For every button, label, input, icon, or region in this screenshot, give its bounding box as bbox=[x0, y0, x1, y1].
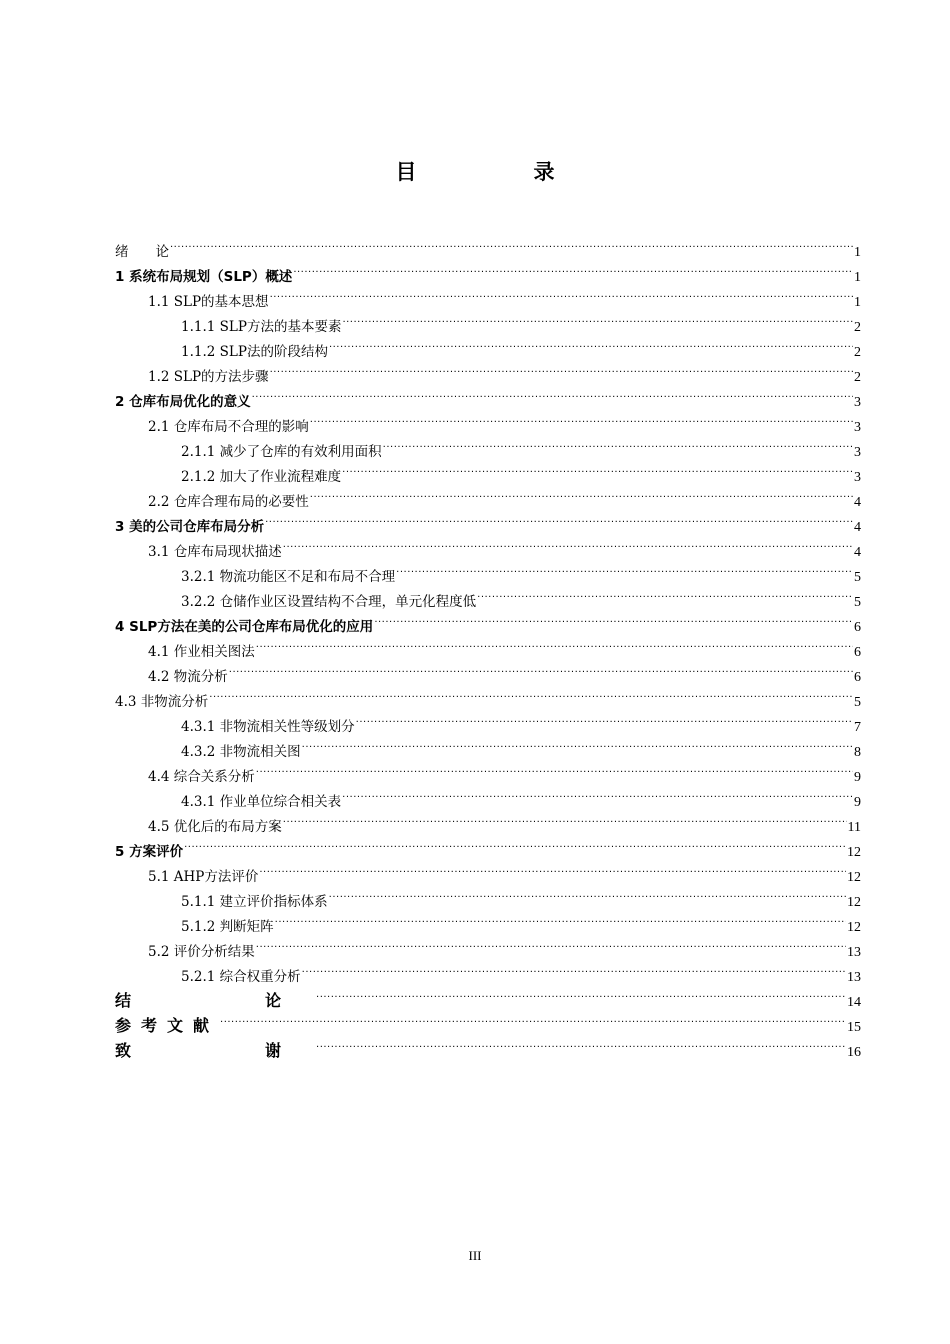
toc-entry[interactable] bbox=[115, 256, 861, 285]
toc-leader-dots bbox=[477, 581, 853, 606]
toc-entry-page: 4 bbox=[854, 545, 861, 560]
toc-leader-dots bbox=[170, 231, 853, 256]
toc-entry-label: 5.1.1 建立评价指标体系 bbox=[181, 894, 328, 910]
toc-entry-page: 8 bbox=[854, 745, 861, 760]
toc-entry[interactable] bbox=[115, 1006, 861, 1035]
toc-entry-label: 4.1 作业相关图法 bbox=[148, 644, 255, 660]
toc-entry-page: 12 bbox=[847, 870, 861, 885]
toc-entry-label: 1.1 SLP的基本思想 bbox=[148, 294, 269, 310]
toc-leader-dots bbox=[252, 381, 853, 406]
toc-entry-label: 5.1 AHP方法评价 bbox=[148, 869, 259, 885]
toc-entry-label: 5.2 评价分析结果 bbox=[148, 944, 255, 960]
toc-entry-page: 4 bbox=[854, 520, 861, 535]
toc-entry-page: 15 bbox=[847, 1020, 861, 1035]
toc-leader-dots bbox=[259, 856, 846, 881]
toc-entry-label: 1.1.2 SLP法的阶段结构 bbox=[181, 344, 328, 360]
toc-leader-dots bbox=[220, 1006, 846, 1031]
toc-entry-page: 1 bbox=[854, 295, 861, 310]
toc-entry[interactable] bbox=[115, 681, 861, 710]
toc-leader-dots bbox=[302, 731, 853, 756]
toc-leader-dots bbox=[265, 506, 853, 531]
toc-entry-page: 3 bbox=[854, 395, 861, 410]
toc-entry-label: 4.3.1 非物流相关性等级划分 bbox=[181, 719, 355, 735]
toc-entry-page: 6 bbox=[854, 620, 861, 635]
toc-entry-page: 3 bbox=[854, 445, 861, 460]
toc-entry-page: 11 bbox=[847, 820, 861, 835]
toc-entry[interactable] bbox=[115, 1031, 861, 1060]
toc-leader-dots bbox=[256, 631, 853, 656]
toc-leader-dots bbox=[302, 956, 846, 981]
toc-entry-page: 2 bbox=[854, 345, 861, 360]
toc-leader-dots bbox=[342, 781, 853, 806]
toc-entry-label: 5.1.2 判断矩阵 bbox=[181, 919, 274, 935]
toc-entry-label: 4.3 非物流分析 bbox=[115, 694, 209, 710]
toc-leader-dots bbox=[383, 431, 853, 456]
toc-leader-dots bbox=[283, 531, 853, 556]
toc-entry-page: 1 bbox=[854, 245, 861, 260]
toc-entry-label: 2.2 仓库合理布局的必要性 bbox=[148, 494, 309, 510]
toc-entry-label: 3.1 仓库布局现状描述 bbox=[148, 544, 282, 560]
toc-entry-page: 5 bbox=[854, 570, 861, 585]
toc-entry-label: 3 美的公司仓库布局分析 bbox=[115, 519, 265, 535]
toc-entry-page: 6 bbox=[854, 645, 861, 660]
toc-entry-page: 6 bbox=[854, 670, 861, 685]
toc-entry-page: 4 bbox=[854, 495, 861, 510]
toc-entry-page: 5 bbox=[854, 695, 861, 710]
table-of-contents bbox=[115, 231, 861, 1060]
page-title: 目 录 bbox=[395, 160, 603, 184]
toc-entry-page: 13 bbox=[847, 945, 861, 960]
toc-entry[interactable] bbox=[115, 706, 861, 735]
toc-entry-label: 结 论 bbox=[115, 991, 316, 1010]
toc-entry-label: 绪 论 bbox=[115, 244, 169, 260]
toc-entry-label: 5.2.1 综合权重分析 bbox=[181, 969, 301, 985]
toc-entry[interactable] bbox=[115, 856, 861, 885]
toc-entry-label: 4.2 物流分析 bbox=[148, 669, 228, 685]
toc-entry-label: 2 仓库布局优化的意义 bbox=[115, 394, 251, 410]
toc-entry-label: 2.1.2 加大了作业流程难度 bbox=[181, 469, 342, 485]
toc-leader-dots bbox=[316, 981, 846, 1006]
toc-entry-page: 12 bbox=[847, 920, 861, 935]
toc-entry-label: 致 谢 bbox=[115, 1041, 316, 1060]
toc-entry[interactable] bbox=[115, 231, 861, 260]
toc-leader-dots bbox=[310, 481, 853, 506]
toc-entry-label: 4.3.2 非物流相关图 bbox=[181, 744, 301, 760]
toc-entry-page: 12 bbox=[847, 845, 861, 860]
toc-entry-label: 4 SLP方法在美的公司仓库布局优化的应用 bbox=[115, 619, 374, 635]
page-number: III bbox=[468, 1248, 482, 1263]
toc-entry-label: 1.2 SLP的方法步骤 bbox=[148, 369, 269, 385]
toc-leader-dots bbox=[275, 906, 846, 931]
toc-leader-dots bbox=[270, 281, 853, 306]
toc-entry-page: 12 bbox=[847, 895, 861, 910]
toc-entry-page: 2 bbox=[854, 320, 861, 335]
toc-entry-label: 4.5 优化后的布局方案 bbox=[148, 819, 282, 835]
toc-entry-label: 2.1.1 减少了仓库的有效利用面积 bbox=[181, 444, 382, 460]
toc-leader-dots bbox=[256, 931, 846, 956]
toc-leader-dots bbox=[229, 656, 853, 681]
toc-leader-dots bbox=[342, 306, 853, 331]
toc-entry-page: 14 bbox=[847, 995, 861, 1010]
toc-entry-label: 参考文献 bbox=[115, 1016, 220, 1035]
toc-leader-dots bbox=[270, 356, 853, 381]
toc-leader-dots bbox=[374, 606, 853, 631]
toc-entry-page: 3 bbox=[854, 420, 861, 435]
toc-leader-dots bbox=[329, 881, 846, 906]
toc-entry-page: 16 bbox=[847, 1045, 861, 1060]
toc-entry-label: 4.3.1 作业单位综合相关表 bbox=[181, 794, 342, 810]
toc-entry-label: 5 方案评价 bbox=[115, 844, 184, 860]
toc-entry-page: 13 bbox=[847, 970, 861, 985]
toc-entry-page: 5 bbox=[854, 595, 861, 610]
toc-entry[interactable] bbox=[115, 831, 861, 860]
toc-leader-dots bbox=[329, 331, 853, 356]
toc-entry-page: 1 bbox=[854, 270, 861, 285]
toc-entry-page: 9 bbox=[854, 770, 861, 785]
toc-entry-label: 1 系统布局规划（SLP）概述 bbox=[115, 269, 293, 285]
toc-entry-label: 3.2.1 物流功能区不足和布局不合理 bbox=[181, 569, 396, 585]
toc-leader-dots bbox=[283, 806, 847, 831]
toc-leader-dots bbox=[184, 831, 846, 856]
toc-leader-dots bbox=[209, 681, 853, 706]
toc-leader-dots bbox=[293, 256, 853, 281]
toc-leader-dots bbox=[356, 706, 853, 731]
toc-entry-label: 3.2.2 仓储作业区设置结构不合理，单元化程度低 bbox=[181, 594, 477, 610]
toc-entry-page: 3 bbox=[854, 470, 861, 485]
toc-entry-page: 9 bbox=[854, 795, 861, 810]
toc-leader-dots bbox=[396, 556, 853, 581]
toc-entry-page: 2 bbox=[854, 370, 861, 385]
toc-entry-label: 2.1 仓库布局不合理的影响 bbox=[148, 419, 309, 435]
toc-leader-dots bbox=[310, 406, 853, 431]
toc-entry-label: 4.4 综合关系分析 bbox=[148, 769, 255, 785]
toc-leader-dots bbox=[342, 456, 853, 481]
toc-entry-page: 7 bbox=[854, 720, 861, 735]
toc-leader-dots bbox=[316, 1031, 846, 1056]
toc-entry-label: 1.1.1 SLP方法的基本要素 bbox=[181, 319, 342, 335]
toc-leader-dots bbox=[256, 756, 853, 781]
